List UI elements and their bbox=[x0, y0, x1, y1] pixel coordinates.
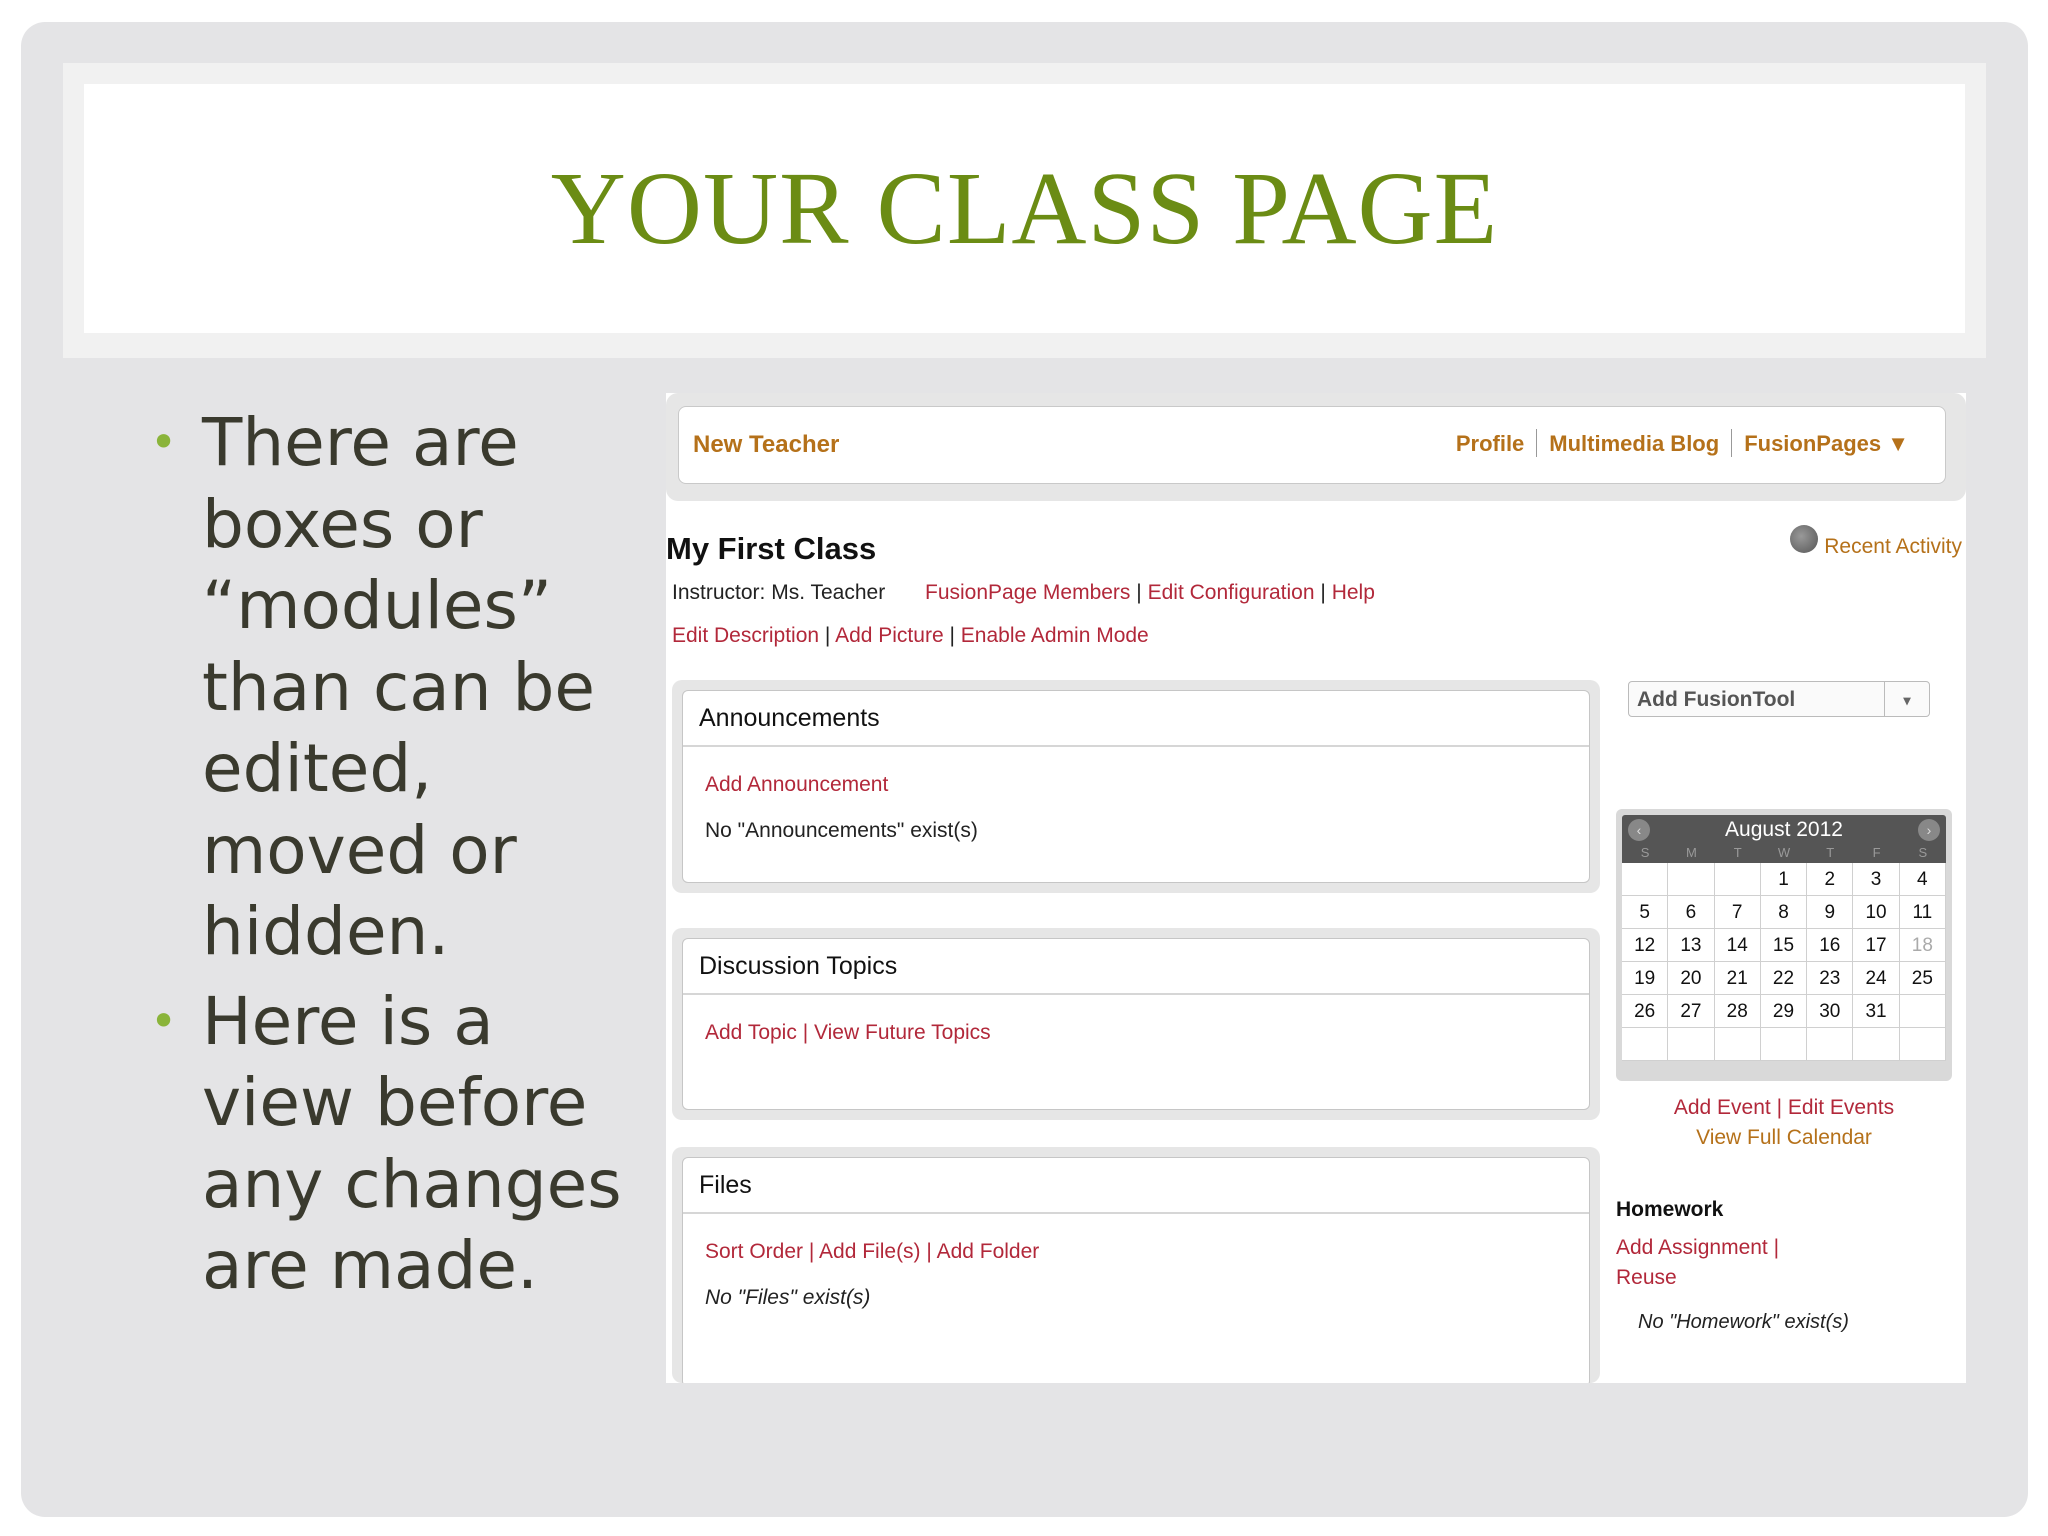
enable-admin-mode-link[interactable]: Enable Admin Mode bbox=[960, 624, 1149, 647]
nav-divider bbox=[1731, 429, 1732, 457]
view-full-calendar-link[interactable]: View Full Calendar bbox=[1696, 1126, 1872, 1149]
weekday-label: S bbox=[1640, 845, 1650, 860]
recent-activity-link[interactable] bbox=[1790, 533, 1962, 561]
chevron-down-icon[interactable]: ▾ bbox=[1884, 682, 1929, 716]
homework-title: Homework bbox=[1616, 1198, 1724, 1221]
link-separator: | bbox=[926, 1240, 932, 1263]
calendar-day[interactable]: 4 bbox=[1900, 863, 1946, 896]
announcements-empty-text: No "Announcements" exist(s) bbox=[705, 819, 978, 842]
calendar-day[interactable]: 13 bbox=[1668, 929, 1714, 962]
add-fusiontool-label: Add FusionTool bbox=[1637, 688, 1796, 711]
calendar-day[interactable]: 12 bbox=[1622, 929, 1668, 962]
announcements-module bbox=[672, 680, 1600, 893]
homework-empty-text: No "Homework" exist(s) bbox=[1638, 1311, 1849, 1333]
edit-configuration-link[interactable]: Edit Configuration bbox=[1147, 581, 1315, 604]
module-title[interactable]: Files bbox=[683, 1158, 1589, 1214]
calendar-empty-cell bbox=[1715, 1028, 1761, 1061]
link-separator: | bbox=[802, 1021, 809, 1044]
calendar-day[interactable]: 9 bbox=[1807, 896, 1853, 929]
bullet-item bbox=[150, 981, 660, 1307]
calendar-widget bbox=[1616, 809, 1952, 1081]
instructor-label: Instructor: Ms. Teacher bbox=[672, 581, 886, 604]
calendar-empty-cell bbox=[1715, 863, 1761, 896]
add-announcement-link[interactable]: Add Announcement bbox=[705, 773, 889, 796]
calendar-day[interactable]: 31 bbox=[1853, 995, 1899, 1028]
slide-title: YOUR CLASS PAGE bbox=[550, 151, 1499, 266]
prev-month-icon[interactable]: ‹ bbox=[1628, 819, 1650, 841]
calendar-day[interactable]: 5 bbox=[1622, 896, 1668, 929]
files-links bbox=[705, 1240, 1039, 1264]
add-event-link[interactable]: Add Event bbox=[1673, 1096, 1771, 1119]
calendar-day[interactable]: 16 bbox=[1807, 929, 1853, 962]
nav-fusionpages-dropdown[interactable]: FusionPages ▼ bbox=[1744, 431, 1909, 456]
brand-name[interactable]: New Teacher bbox=[693, 431, 840, 458]
module-title[interactable]: Discussion Topics bbox=[683, 939, 1589, 995]
calendar-day[interactable]: 18 bbox=[1900, 929, 1946, 962]
nav-profile[interactable]: Profile bbox=[1455, 431, 1525, 456]
calendar-day[interactable]: 23 bbox=[1807, 962, 1853, 995]
top-bar-frame bbox=[666, 393, 1966, 501]
calendar-day[interactable]: 7 bbox=[1715, 896, 1761, 929]
link-separator: | bbox=[1320, 581, 1326, 604]
title-box bbox=[84, 84, 1965, 333]
calendar-day[interactable]: 25 bbox=[1900, 962, 1946, 995]
bullet-icon: • bbox=[150, 415, 178, 469]
bullet-icon: • bbox=[150, 993, 178, 1048]
files-module bbox=[672, 1147, 1600, 1383]
calendar-day[interactable]: 17 bbox=[1853, 929, 1899, 962]
add-assignment-link[interactable]: Add Assignment | bbox=[1616, 1236, 1780, 1259]
bullet-text: Here is a view before any changes are made. bbox=[202, 982, 622, 1304]
calendar-day[interactable]: 2 bbox=[1807, 863, 1853, 896]
files-empty-text: No "Files" exist(s) bbox=[705, 1286, 871, 1309]
bullet-list bbox=[150, 402, 660, 1307]
help-link[interactable]: Help bbox=[1331, 581, 1375, 604]
calendar-day[interactable]: 15 bbox=[1761, 929, 1807, 962]
link-separator: | bbox=[1136, 581, 1142, 604]
discussion-links bbox=[705, 1021, 991, 1045]
calendar-header bbox=[1622, 815, 1946, 845]
calendar-day[interactable]: 22 bbox=[1761, 962, 1807, 995]
calendar-day[interactable]: 19 bbox=[1622, 962, 1668, 995]
weekday-label: M bbox=[1686, 845, 1697, 860]
calendar-grid bbox=[1622, 863, 1946, 1061]
module-box bbox=[682, 938, 1590, 1110]
calendar-day[interactable]: 28 bbox=[1715, 995, 1761, 1028]
add-fusiontool-select[interactable] bbox=[1628, 681, 1930, 717]
weekday-label: S bbox=[1918, 845, 1928, 860]
calendar-day[interactable]: 6 bbox=[1668, 896, 1714, 929]
fusionpage-members-link[interactable]: FusionPage Members bbox=[925, 581, 1131, 604]
calendar-empty-cell bbox=[1668, 863, 1714, 896]
link-separator: | bbox=[949, 624, 955, 647]
add-folder-link[interactable]: Add Folder bbox=[936, 1240, 1040, 1263]
edit-events-link[interactable]: Edit Events bbox=[1787, 1096, 1895, 1119]
add-files-link[interactable]: Add File(s) bbox=[819, 1240, 921, 1263]
calendar-empty-cell bbox=[1668, 1028, 1714, 1061]
calendar-day[interactable]: 30 bbox=[1807, 995, 1853, 1028]
calendar-day[interactable]: 29 bbox=[1761, 995, 1807, 1028]
calendar-day[interactable]: 3 bbox=[1853, 863, 1899, 896]
calendar-empty-cell bbox=[1853, 1028, 1899, 1061]
add-topic-link[interactable]: Add Topic bbox=[705, 1021, 797, 1044]
add-picture-link[interactable]: Add Picture bbox=[835, 624, 944, 647]
nav-multimedia-blog[interactable]: Multimedia Blog bbox=[1549, 431, 1720, 456]
calendar-day[interactable]: 10 bbox=[1853, 896, 1899, 929]
calendar-day[interactable]: 27 bbox=[1668, 995, 1714, 1028]
rss-icon bbox=[1790, 525, 1818, 553]
calendar-day[interactable]: 20 bbox=[1668, 962, 1714, 995]
description-links bbox=[672, 624, 1149, 648]
module-box bbox=[682, 1157, 1590, 1383]
calendar-day[interactable]: 24 bbox=[1853, 962, 1899, 995]
next-month-icon[interactable]: › bbox=[1918, 819, 1940, 841]
bullet-text: There are boxes or “modules” than can be edited, moved or hidden. bbox=[202, 404, 596, 970]
module-title[interactable]: Announcements bbox=[683, 691, 1589, 747]
config-links bbox=[925, 581, 1375, 605]
calendar-month: August 2012 bbox=[1725, 818, 1843, 841]
calendar-empty-cell bbox=[1761, 1028, 1807, 1061]
discussion-topics-module bbox=[672, 928, 1600, 1120]
calendar-links-row bbox=[1616, 1093, 1952, 1123]
calendar-day[interactable]: 1 bbox=[1761, 863, 1807, 896]
module-box bbox=[682, 690, 1590, 883]
sort-order-link[interactable]: Sort Order bbox=[705, 1240, 804, 1263]
calendar-weekdays bbox=[1622, 845, 1946, 863]
class-title: My First Class bbox=[666, 531, 877, 566]
view-future-topics-link[interactable]: View Future Topics bbox=[814, 1021, 991, 1044]
nav-divider bbox=[1536, 429, 1537, 457]
bullet-item bbox=[150, 402, 660, 973]
weekday-label: W bbox=[1777, 845, 1791, 860]
weekday-label: T bbox=[1733, 845, 1742, 860]
class-page-screenshot bbox=[666, 393, 1966, 1383]
calendar-empty-cell bbox=[1807, 1028, 1853, 1061]
link-separator: | bbox=[824, 624, 831, 647]
calendar-day[interactable]: 26 bbox=[1622, 995, 1668, 1028]
weekday-label: F bbox=[1872, 845, 1881, 860]
calendar-links bbox=[1616, 1093, 1952, 1153]
calendar-empty-cell bbox=[1622, 863, 1668, 896]
calendar-day[interactable]: 21 bbox=[1715, 962, 1761, 995]
top-bar bbox=[678, 406, 1946, 484]
link-separator: | bbox=[1776, 1096, 1783, 1119]
calendar-empty-cell bbox=[1900, 995, 1946, 1028]
top-nav bbox=[1456, 431, 1909, 459]
calendar-empty-cell bbox=[1900, 1028, 1946, 1061]
reuse-link[interactable]: Reuse bbox=[1616, 1266, 1677, 1289]
weekday-label: T bbox=[1826, 845, 1835, 860]
calendar-empty-cell bbox=[1622, 1028, 1668, 1061]
calendar-day[interactable]: 14 bbox=[1715, 929, 1761, 962]
homework-links bbox=[1616, 1233, 1779, 1293]
edit-description-link[interactable]: Edit Description bbox=[672, 624, 820, 647]
calendar-day[interactable]: 8 bbox=[1761, 896, 1807, 929]
link-separator: | bbox=[808, 1240, 815, 1263]
calendar-day[interactable]: 11 bbox=[1900, 896, 1946, 929]
recent-activity-label: Recent Activity bbox=[1824, 535, 1962, 558]
calendar bbox=[1622, 815, 1946, 1061]
